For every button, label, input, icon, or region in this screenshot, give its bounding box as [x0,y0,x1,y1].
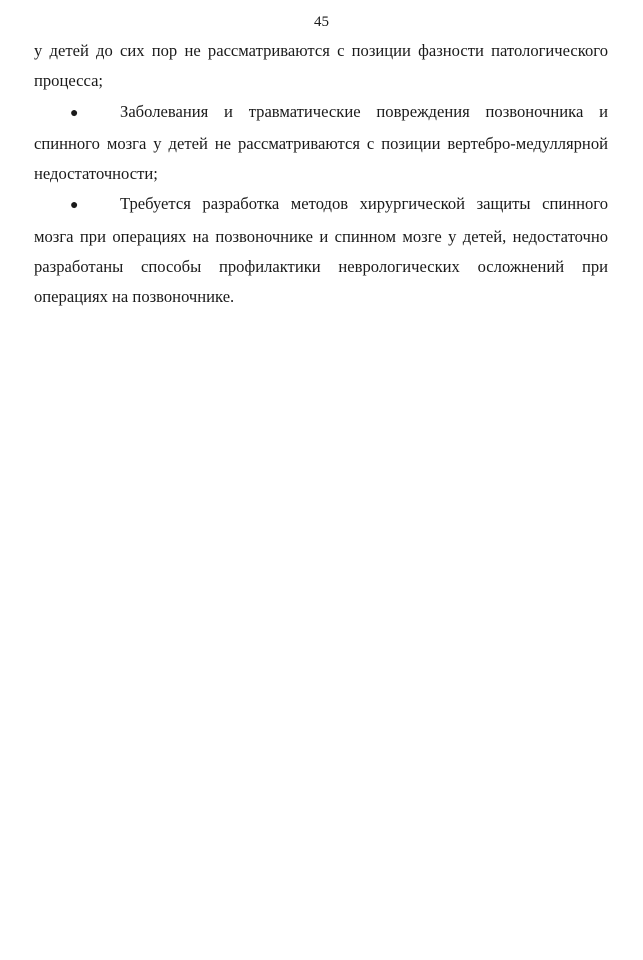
continuation-paragraph: у детей до сих пор не рассматриваются с позиции фазности патологического процесса; [34,41,608,91]
bullet-icon: ● [70,105,79,121]
bullet-item [34,189,608,312]
bullet-text: Требуется разработка методов хирургической защиты спинного мозга при операциях на позвоночнике и спинном мозге у детей, недостаточно разработаны способы профилактики неврологических осложнений при операциях на позвоночнике. [34,194,608,307]
bullet-text: Заболевания и травматические повреждения позвоночника и спинного мозга у детей не рассматриваются с позиции вертебро-медуллярной недостаточности; [34,101,608,184]
page-number: 45 [314,14,329,30]
body-text [34,36,608,313]
bullet-item [34,97,608,190]
bullet-icon: ● [70,198,79,214]
